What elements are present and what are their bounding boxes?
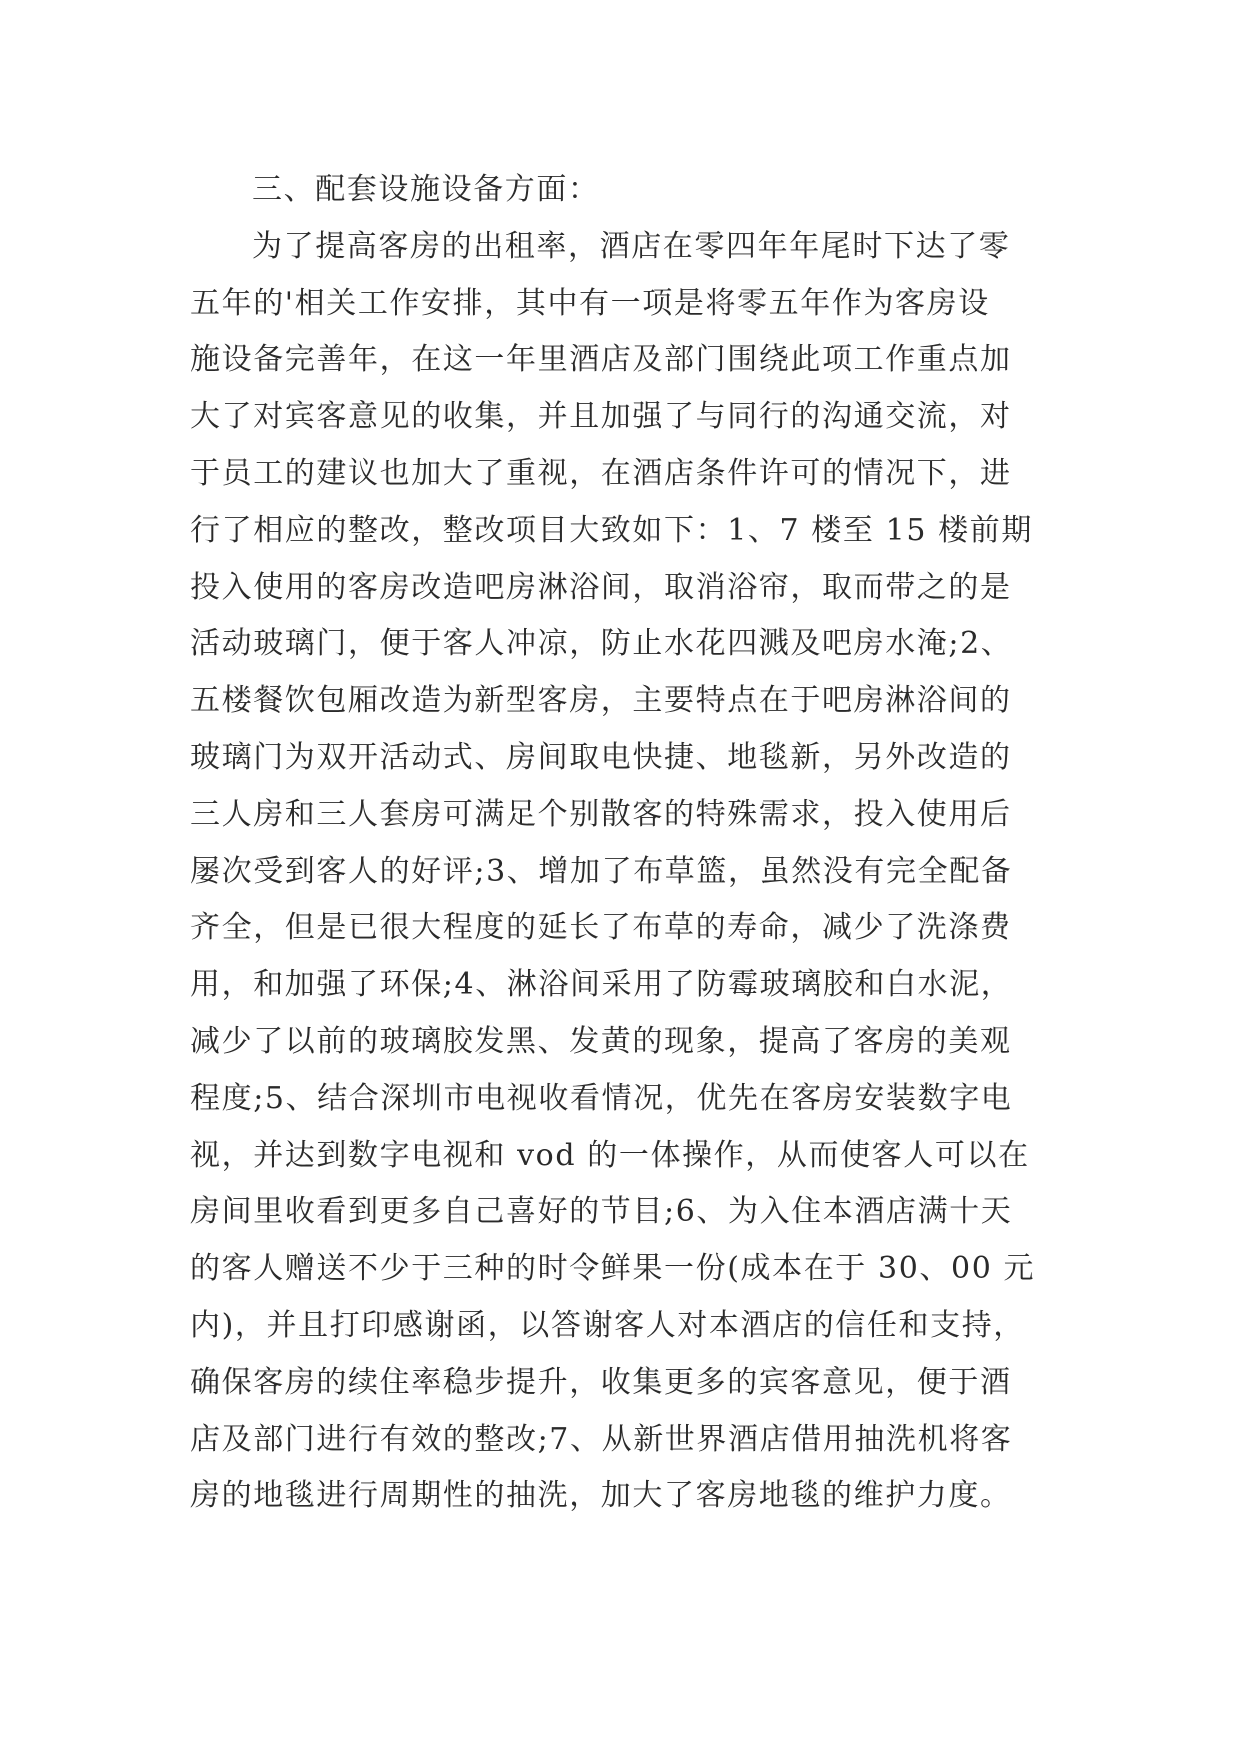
- paragraph-line: 玻璃门为双开活动式、房间取电快捷、地毯新，另外改造的: [190, 739, 1012, 775]
- paragraph-line: 行了相应的整改，整改项目大致如下：1、7 楼至 15 楼前期: [190, 512, 1033, 548]
- paragraph-line: 五年的'相关工作安排，其中有一项是将零五年作为客房设: [190, 285, 990, 321]
- paragraph-line: 屡次受到客人的好评;3、增加了布草篮，虽然没有完全配备: [190, 853, 1013, 889]
- paragraph-line: 大了对宾客意见的收集，并且加强了与同行的沟通交流，对: [190, 399, 1012, 435]
- section-heading: 三、配套设施设备方面：: [252, 172, 600, 207]
- paragraph-line: 房间里收看到更多自己喜好的节目;6、为入住本酒店满十天: [190, 1194, 1013, 1230]
- paragraph-line: 齐全，但是已很大程度的延长了布草的寿命，减少了洗涤费: [190, 910, 1012, 946]
- document-body: [190, 162, 1070, 1525]
- paragraph-line: 五楼餐饮包厢改造为新型客房，主要特点在于吧房淋浴间的: [190, 683, 1012, 719]
- paragraph-line: 的客人赠送不少于三种的时令鲜果一份(成本在于 30、00 元: [190, 1251, 1036, 1287]
- paragraph-line: 确保客房的续住率稳步提升，收集更多的宾客意见，便于酒: [190, 1364, 1012, 1400]
- paragraph-line: 三人房和三人套房可满足个别散客的特殊需求，投入使用后: [190, 796, 1012, 832]
- paragraph-line: 用，和加强了环保;4、淋浴间采用了防霉玻璃胶和白水泥，: [190, 967, 1013, 1003]
- paragraph-line: 为了提高客房的出租率，酒店在零四年年尾时下达了零: [252, 228, 1011, 264]
- paragraph-line: 店及部门进行有效的整改;7、从新世界酒店借用抽洗机将客: [190, 1421, 1013, 1457]
- paragraph-line: 投入使用的客房改造吧房淋浴间，取消浴帘，取而带之的是: [190, 569, 1012, 605]
- paragraph-line: 于员工的建议也加大了重视，在酒店条件许可的情况下，进: [190, 455, 1012, 491]
- paragraph-line: 减少了以前的玻璃胶发黑、发黄的现象，提高了客房的美观: [190, 1023, 1012, 1059]
- paragraph-line: 房的地毯进行周期性的抽洗，加大了客房地毯的维护力度。: [190, 1478, 1012, 1514]
- paragraph-line: 视，并达到数字电视和 vod 的一体操作，从而使客人可以在: [190, 1137, 1030, 1173]
- paragraph-line: 程度;5、结合深圳市电视收看情况，优先在客房安装数字电: [190, 1080, 1013, 1116]
- paragraph-line: 活动玻璃门，便于客人冲凉，防止水花四溅及吧房水淹;2、: [190, 626, 1013, 662]
- paragraph-line: 施设备完善年，在这一年里酒店及部门围绕此项工作重点加: [190, 342, 1012, 378]
- paragraph-line: 内)，并且打印感谢函，以答谢客人对本酒店的信任和支持，: [190, 1307, 1025, 1343]
